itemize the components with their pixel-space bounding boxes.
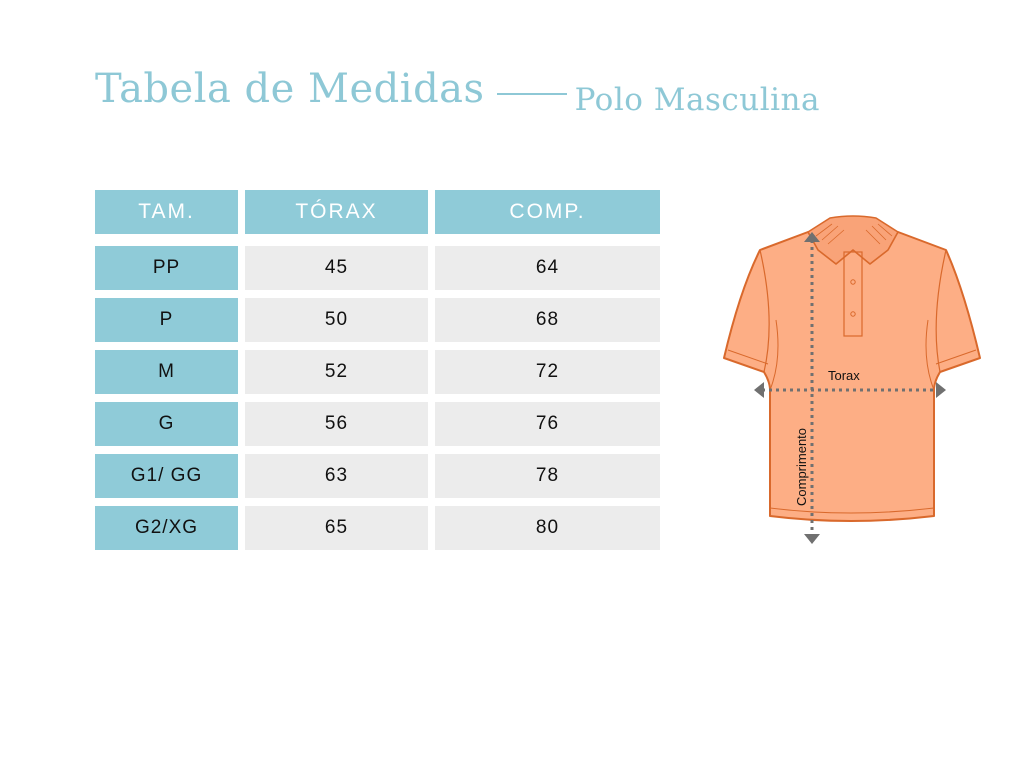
header-torax: TÓRAX: [245, 190, 428, 234]
header-comp: COMP.: [435, 190, 660, 234]
table-row-comp: 72: [435, 350, 660, 394]
length-arrow-down-icon: [804, 534, 820, 544]
page-title: [95, 66, 820, 118]
chest-arrow-right-icon: [936, 382, 946, 398]
table-row-torax: 56: [245, 402, 428, 446]
title-sub: Polo Masculina: [574, 82, 820, 118]
table-row-size: G: [95, 402, 238, 446]
chest-arrow-left-icon: [754, 382, 764, 398]
table-row-torax: 52: [245, 350, 428, 394]
table-row-size: G2/XG: [95, 506, 238, 550]
table-row-comp: 64: [435, 246, 660, 290]
table-row-comp: 76: [435, 402, 660, 446]
table-row-size: P: [95, 298, 238, 342]
chest-label: Torax: [828, 368, 860, 383]
table-row-size: G1/ GG: [95, 454, 238, 498]
table-row-comp: 68: [435, 298, 660, 342]
length-label: Comprimento: [794, 427, 809, 506]
table-row-size: PP: [95, 246, 238, 290]
table-row-torax: 65: [245, 506, 428, 550]
table-row-size: M: [95, 350, 238, 394]
table-row-torax: 50: [245, 298, 428, 342]
header-tam: TAM.: [95, 190, 238, 234]
table-row-comp: 80: [435, 506, 660, 550]
polo-shirt-diagram: [720, 210, 990, 550]
table-row-torax: 45: [245, 246, 428, 290]
table-row-comp: 78: [435, 454, 660, 498]
table-row-torax: 63: [245, 454, 428, 498]
title-main: Tabela de Medidas: [95, 66, 485, 112]
title-dash: [497, 93, 567, 95]
